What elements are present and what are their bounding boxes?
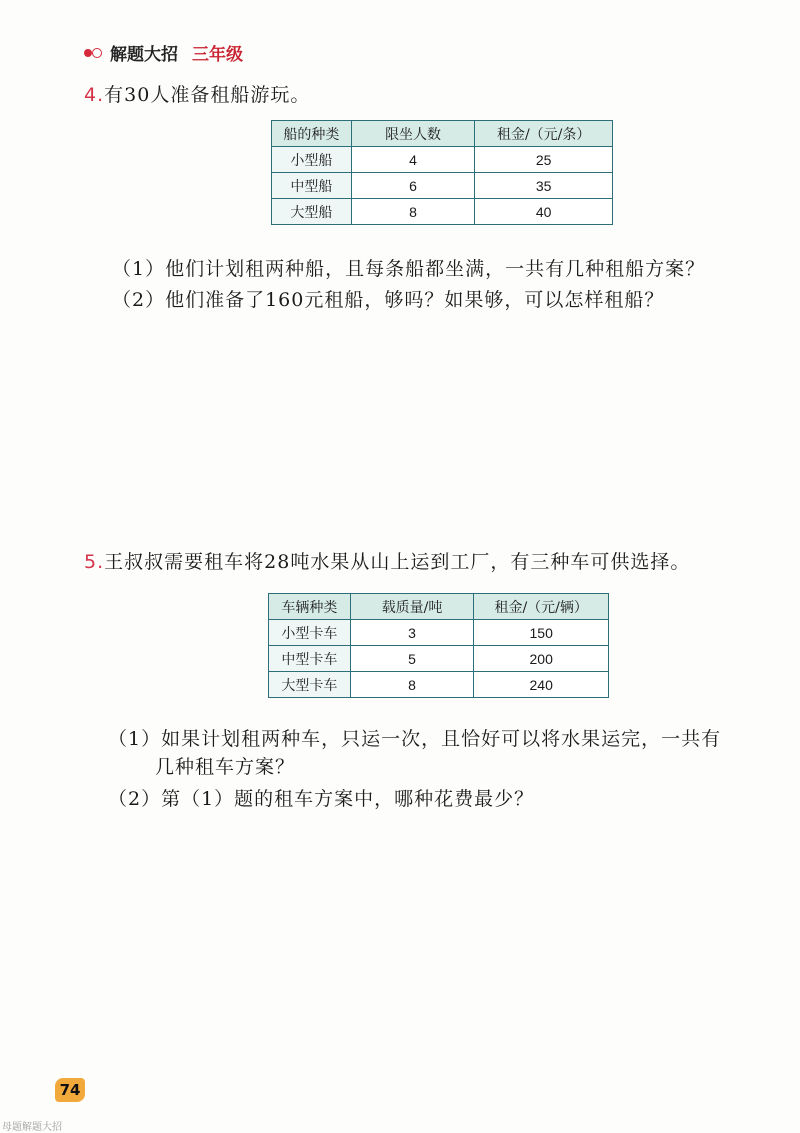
table-header-cell: 船的种类 bbox=[272, 121, 352, 147]
table-header-cell: 限坐人数 bbox=[351, 121, 475, 147]
table-cell: 35 bbox=[475, 173, 613, 199]
question-4 bbox=[84, 80, 310, 107]
table-cell: 240 bbox=[474, 672, 609, 698]
question-5 bbox=[84, 547, 690, 574]
question-5-number: 5. bbox=[84, 551, 105, 573]
question-4-text: 有30人准备租船游玩。 bbox=[104, 84, 311, 106]
table-row bbox=[272, 173, 613, 199]
table-cell: 40 bbox=[475, 199, 613, 225]
table-cell: 中型船 bbox=[272, 173, 352, 199]
page-header bbox=[84, 40, 243, 65]
book-title: 解题大招 bbox=[110, 45, 178, 65]
table-header-cell: 租金/（元/条） bbox=[475, 121, 613, 147]
table-header-row bbox=[269, 594, 609, 620]
boat-table bbox=[271, 120, 613, 225]
table-cell: 中型卡车 bbox=[269, 646, 351, 672]
table-cell: 3 bbox=[350, 620, 474, 646]
table-cell: 大型船 bbox=[272, 199, 352, 225]
table-cell: 150 bbox=[474, 620, 609, 646]
table-cell: 8 bbox=[350, 672, 474, 698]
table-cell: 6 bbox=[351, 173, 475, 199]
question-4-number: 4. bbox=[84, 84, 105, 106]
table-cell: 200 bbox=[474, 646, 609, 672]
table-row bbox=[269, 646, 609, 672]
table-header-cell: 载质量/吨 bbox=[350, 594, 474, 620]
watermark: 母题解题大招 bbox=[2, 1122, 62, 1133]
table-row bbox=[269, 620, 609, 646]
table-cell: 小型船 bbox=[272, 147, 352, 173]
question-4-part-2: （2）他们准备了160元租船，够吗？如果够，可以怎样租船？ bbox=[112, 289, 665, 311]
table-header-row bbox=[272, 121, 613, 147]
table-row bbox=[269, 672, 609, 698]
table-cell: 25 bbox=[475, 147, 613, 173]
table-header-cell: 租金/（元/辆） bbox=[474, 594, 609, 620]
table-cell: 8 bbox=[351, 199, 475, 225]
truck-table bbox=[268, 593, 609, 698]
header-bullet-icon bbox=[84, 47, 104, 59]
page-number: 74 bbox=[55, 1078, 85, 1102]
question-5-part-1: （1）如果计划租两种车，只运一次，且恰好可以将水果运完，一共有 bbox=[108, 728, 722, 750]
question-5-part-1-continued: 几种租车方案？ bbox=[155, 756, 296, 778]
table-row bbox=[272, 199, 613, 225]
table-cell: 5 bbox=[350, 646, 474, 672]
question-4-part-1: （1）他们计划租两种船，且每条船都坐满，一共有几种租船方案？ bbox=[112, 258, 706, 280]
table-cell: 小型卡车 bbox=[269, 620, 351, 646]
table-header-cell: 车辆种类 bbox=[269, 594, 351, 620]
grade-label: 三年级 bbox=[192, 45, 243, 65]
question-5-text: 王叔叔需要租车将28吨水果从山上运到工厂，有三种车可供选择。 bbox=[104, 551, 691, 573]
question-5-part-2: （2）第（1）题的租车方案中，哪种花费最少？ bbox=[108, 788, 535, 810]
table-cell: 大型卡车 bbox=[269, 672, 351, 698]
table-row bbox=[272, 147, 613, 173]
table-cell: 4 bbox=[351, 147, 475, 173]
